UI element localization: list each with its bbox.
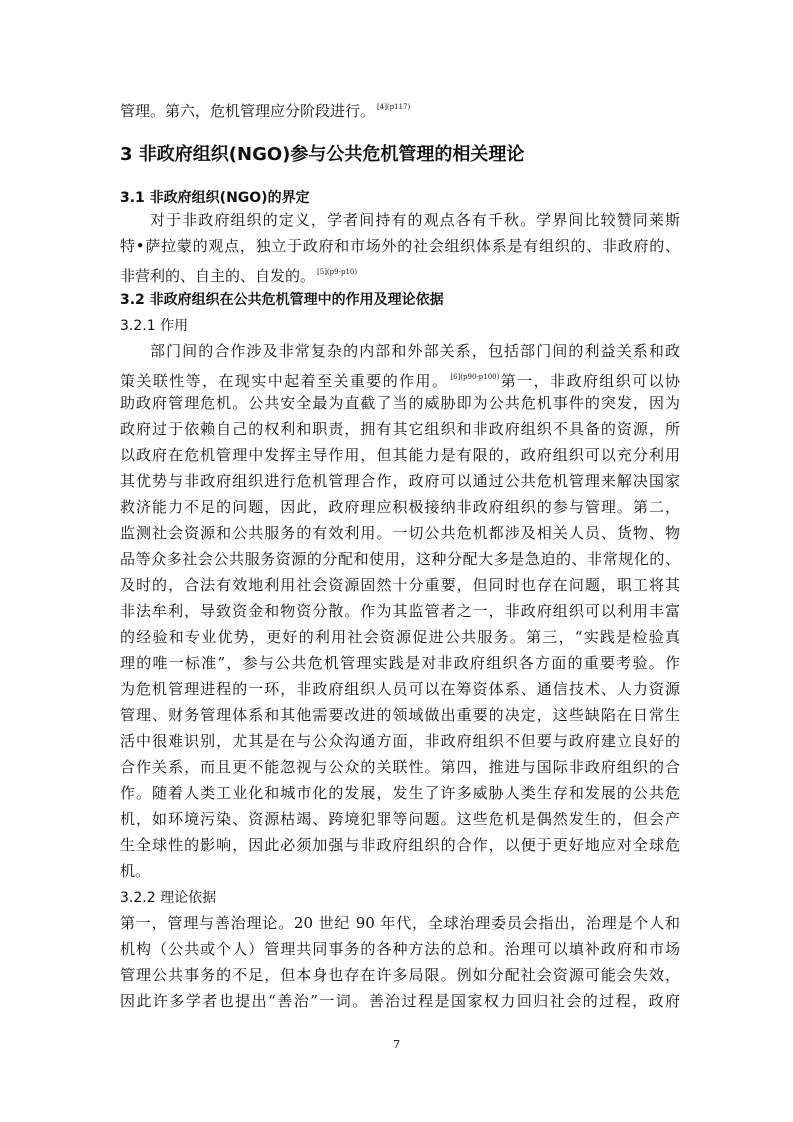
body-line: 第一，管理与善治理论。20 世纪 90 年代，全球治理委员会指出，治理是个人和 <box>120 914 680 932</box>
body-line: 及时的，合法有效地利用社会资源固然十分重要，但同时也存在问题，职工将其 <box>120 576 680 594</box>
subsection-heading: 3.1 非政府组织(NGO)的界定 <box>120 190 310 206</box>
subsubsection-heading: 3.2.1 作用 <box>120 318 189 334</box>
body-line: 助政府管理危机。公共安全最为直截了当的威胁即为公共危机事件的突发，因为 <box>120 394 680 412</box>
body-line: 作。随着人类工业化和城市化的发展，发生了许多威胁人类生存和发展的公共危 <box>120 784 680 802</box>
body-line: 管理、财务管理体系和其他需要改进的领域做出重要的决定，这些缺陷在日常生 <box>120 706 680 724</box>
body-line: 理的唯一标准”，参与公共危机管理实践是对非政府组织各方面的重要考验。作 <box>120 654 680 672</box>
subsubsection-heading: 3.2.2 理论依据 <box>120 890 217 906</box>
body-line: 非法牟利，导致资金和物资分散。作为其监管者之一，非政府组织可以利用丰富 <box>120 602 680 620</box>
body-line: 策关联性等，在现实中起着至关重要的作用。 $^{[6](p90-p100)}$第一，非政府组织可以协 <box>120 372 680 390</box>
body-line: 救济能力不足的问题，因此，政府理应积极接纳非政府组织的参与管理。第二， <box>120 498 680 516</box>
body-line: 合作关系，而且更不能忽视与公众的关联性。第四，推进与国际非政府组织的合 <box>120 758 680 776</box>
citation: [4](p117) <box>377 103 411 111</box>
body-line: 监测社会资源和公共服务的有效利用。一切公共危机都涉及相关人员、货物、物 <box>120 524 680 542</box>
body-line: 非营利的、自主的、自发的。 $^{[5](p9-p10)}$ <box>120 267 358 285</box>
body-line: 特•萨拉蒙的观点，独立于政府和市场外的社会组织体系是有组织的、非政府的、 <box>120 237 680 255</box>
page-number: 7 <box>393 1038 400 1051</box>
subsection-heading: 3.2 非政府组织在公共危机管理中的作用及理论依据 <box>120 292 444 308</box>
body-line: 管理公共事务的不足，但本身也存在许多局限。例如分配社会资源可能会失效， <box>120 966 680 984</box>
body-line: 品等众多社会公共服务资源的分配和使用，这种分配大多是急迫的、非常规化的、 <box>120 550 680 568</box>
section-heading: 3 非政府组织(NGO)参与公共危机管理的相关理论 <box>120 144 525 165</box>
body-line: 政府过于依赖自己的权利和职责，拥有其它组织和非政府组织不具备的资源，所 <box>120 420 680 438</box>
citation: [5](p9-p10) <box>317 268 358 276</box>
body-line: 因此许多学者也提出“善治”一词。善治过程是国家权力回归社会的过程，政府 <box>120 992 680 1010</box>
body-line: 机构（公共或个人）管理共同事务的各种方法的总和。治理可以填补政府和市场 <box>120 940 680 958</box>
body-line: 部门间的合作涉及非常复杂的内部和外部关系，包括部门间的利益关系和政 <box>150 342 680 360</box>
body-line: 为危机管理进程的一环，非政府组织人员可以在筹资体系、通信技术、人力资源 <box>120 680 680 698</box>
citation: [6](p90-p100) <box>450 373 500 381</box>
body-line: 管理。第六，危机管理应分阶段进行。 $^{[4](p117)}$ <box>120 102 411 120</box>
body-line: 活中很难识别，尤其是在与公众沟通方面，非政府组织不但要与政府建立良好的 <box>120 732 680 750</box>
body-line: 生全球性的影响，因此必须加强与非政府组织的合作，以便于更好地应对全球危 <box>120 836 680 854</box>
body-line: 的经验和专业优势，更好的利用社会资源促进公共服务。第三，“实践是检验真 <box>120 628 680 646</box>
body-line: 以政府在危机管理中发挥主导作用，但其能力是有限的，政府组织可以充分利用 <box>120 446 680 464</box>
body-line: 机，如环境污染、资源枯竭、跨境犯罪等问题。这些危机是偶然发生的，但会产 <box>120 810 680 828</box>
body-line: 对于非政府组织的定义，学者间持有的观点各有千秋。学界间比较赞同莱斯 <box>150 211 680 229</box>
body-line: 其优势与非政府组织进行危机管理合作，政府可以通过公共危机管理来解决国家 <box>120 472 680 490</box>
body-line: 机。 <box>120 862 151 880</box>
